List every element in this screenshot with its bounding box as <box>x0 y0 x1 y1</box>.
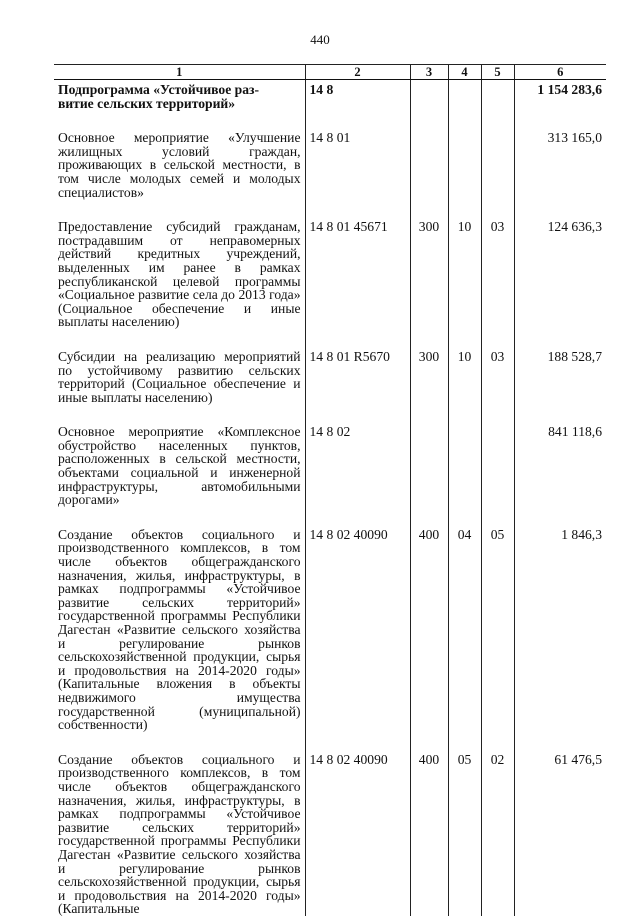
column-header-rz: 4 <box>448 65 481 80</box>
row-name-cell: Создание объектов социального и производственного комплексов, в том числе объектов общегражданского назначения, жилья, инфраструктуры, в рамках подпрограммы «Устойчивое развитие сельских территорий» государственной программы Республики Дагестан «Развитие сельского хозяйства и регулирование рынков сельскохозяйственной продукции, сырья и продовольствия на 2014-2020 годы» (Капитальные вложения в объекты недвижимого имущества государственной (муниципальной) собственности) <box>54 525 305 750</box>
column-header-vr: 3 <box>410 65 448 80</box>
row-amount-cell: 841 118,6 <box>514 422 606 525</box>
row-amount-cell: 313 165,0 <box>514 128 606 217</box>
row-vr-cell: 400 <box>410 525 448 750</box>
row-amount-cell: 124 636,3 <box>514 217 606 347</box>
table-row <box>54 217 606 347</box>
page-number: 440 <box>310 32 330 47</box>
row-code-cell: 14 8 <box>305 80 410 129</box>
column-header-amount: 6 <box>514 65 606 80</box>
row-code-cell: 14 8 02 40090 <box>305 525 410 750</box>
row-amount-cell: 1 846,3 <box>514 525 606 750</box>
row-name-cell: Основное мероприятие «Комплексное обустройство населенных пунктов, расположенных в сельской местности, объектами социальной и инженерной инфраструктуры, автомобильными дорогами» <box>54 422 305 525</box>
row-code-cell: 14 8 02 <box>305 422 410 525</box>
row-vr-cell <box>410 128 448 217</box>
row-pr-cell: 03 <box>481 217 514 347</box>
row-name-cell: Основное мероприятие «Улучшение жилищных условий граждан, проживающих в сельской местности, в том числе молодых семей и молодых специалистов» <box>54 128 305 217</box>
table-row <box>54 80 606 129</box>
row-rz-cell: 10 <box>448 347 481 422</box>
row-name-cell: Создание объектов социального и производственного комплексов, в том числе объектов общегражданского назначения, жилья, инфраструктуры, в рамках подпрограммы «Устойчивое развитие сельских территорий» государственной программы Республики Дагестан «Развитие сельского хозяйства и регулирование рынков сельскохозяйственной продукции, сырья и продовольствия на 2014-2020 годы» (Капитальные <box>54 750 305 916</box>
row-vr-cell <box>410 422 448 525</box>
column-header-code: 2 <box>305 65 410 80</box>
row-name-cell: Субсидии на реализацию мероприятий по устойчивому развитию сельских территорий (Социальное обеспечение и иные выплаты населению) <box>54 347 305 422</box>
row-rz-cell: 10 <box>448 217 481 347</box>
row-rz-cell <box>448 80 481 129</box>
table-row <box>54 128 606 217</box>
row-rz-cell: 05 <box>448 750 481 916</box>
row-pr-cell: 05 <box>481 525 514 750</box>
budget-table <box>54 64 606 916</box>
table-row <box>54 347 606 422</box>
row-rz-cell <box>448 422 481 525</box>
table-header-row <box>54 65 606 80</box>
row-pr-cell: 02 <box>481 750 514 916</box>
row-code-cell: 14 8 01 45671 <box>305 217 410 347</box>
row-code-cell: 14 8 01 <box>305 128 410 217</box>
row-code-cell: 14 8 01 R5670 <box>305 347 410 422</box>
row-amount-cell: 188 528,7 <box>514 347 606 422</box>
row-rz-cell <box>448 128 481 217</box>
column-header-pr: 5 <box>481 65 514 80</box>
row-pr-cell <box>481 80 514 129</box>
row-name-cell: Предоставление субсидий гражданам, пострадавшим от неправомерных действий кредитных учреждений, выделенных им ранее в рамках республиканской целевой программы «Социальное развитие села до 2013 года» (Социальное обеспечение и иные выплаты населению) <box>54 217 305 347</box>
row-rz-cell: 04 <box>448 525 481 750</box>
row-vr-cell: 300 <box>410 217 448 347</box>
table-row <box>54 422 606 525</box>
table-row <box>54 525 606 750</box>
table-row <box>54 750 606 916</box>
row-amount-cell: 61 476,5 <box>514 750 606 916</box>
row-code-cell: 14 8 02 40090 <box>305 750 410 916</box>
row-vr-cell: 300 <box>410 347 448 422</box>
row-vr-cell: 400 <box>410 750 448 916</box>
row-amount-cell: 1 154 283,6 <box>514 80 606 129</box>
row-pr-cell <box>481 128 514 217</box>
row-vr-cell <box>410 80 448 129</box>
row-pr-cell <box>481 422 514 525</box>
row-pr-cell: 03 <box>481 347 514 422</box>
row-name-cell: Подпрограмма «Устойчивое раз- витие сельских территорий» <box>54 80 305 129</box>
column-header-name: 1 <box>54 65 305 80</box>
